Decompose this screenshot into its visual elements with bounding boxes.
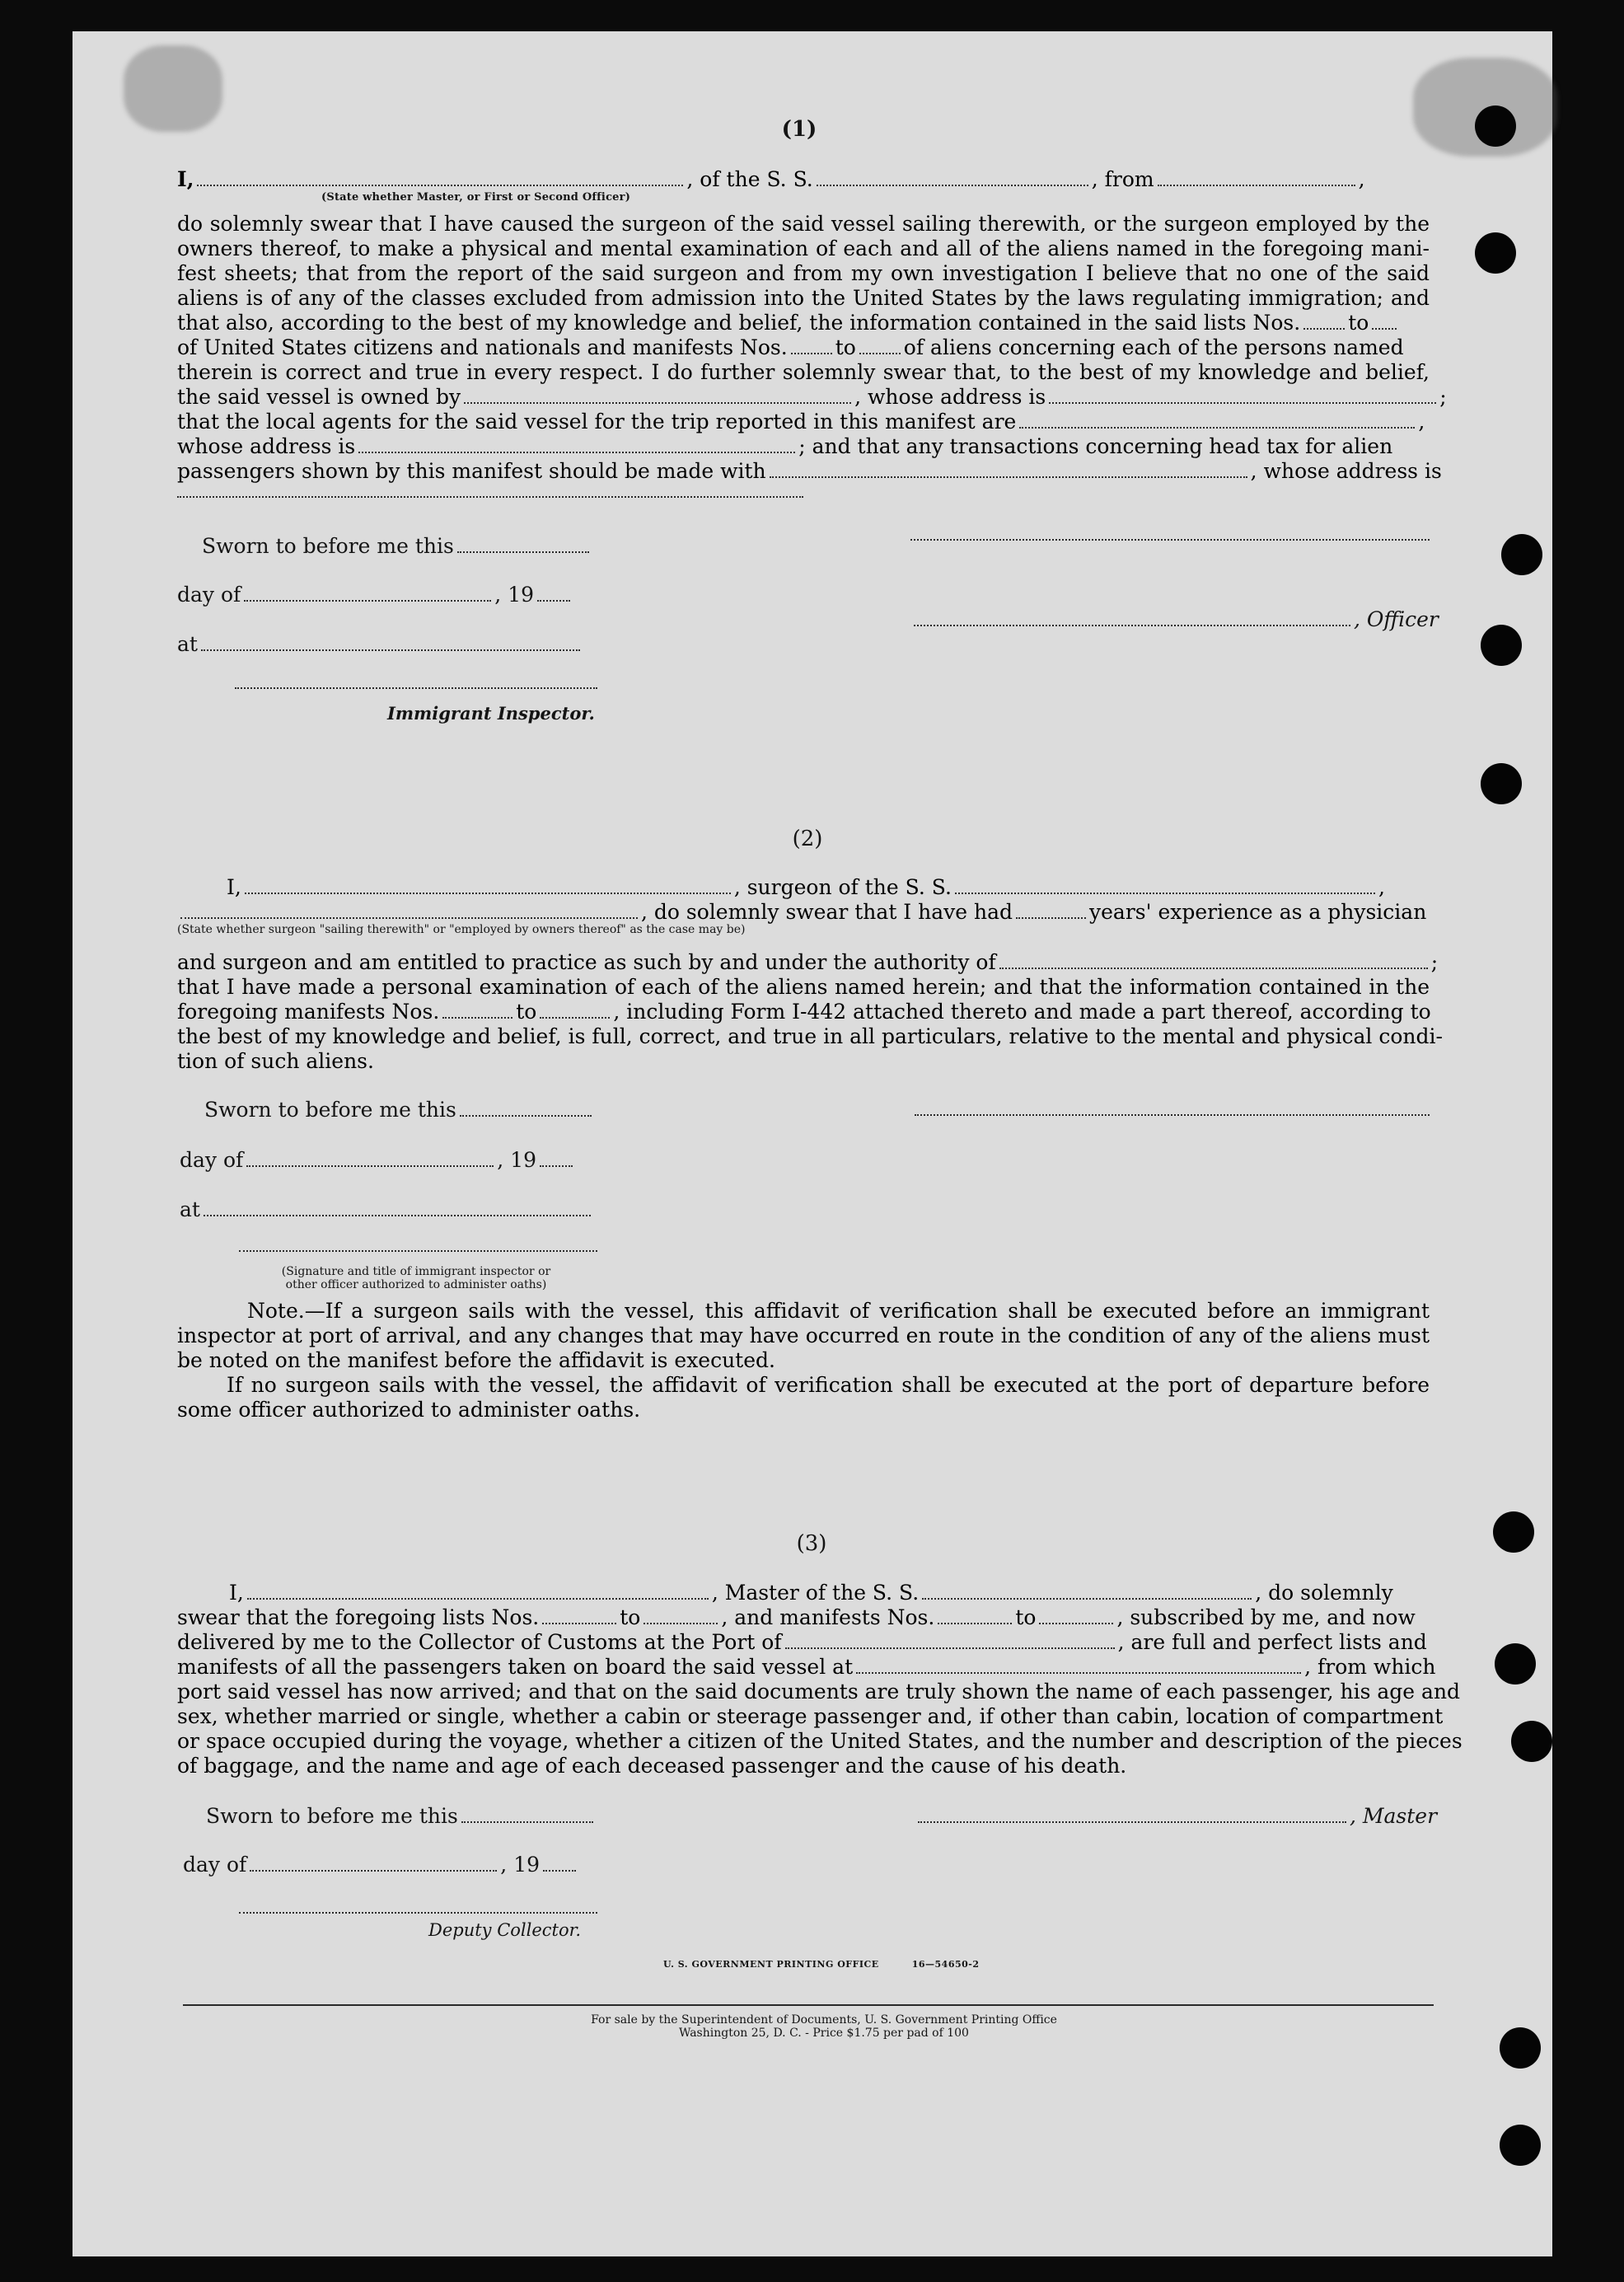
s3-sworn-label: Sworn to before me this	[206, 1804, 597, 1828]
gpo-imprint: U. S. GOVERNMENT PRINTING OFFICE 16—54650-2	[663, 1959, 980, 1970]
s2-official-signature-line	[239, 1249, 597, 1252]
s2-note-line: some officer authorized to administer oaths.	[177, 1398, 641, 1422]
s1-ss-label: , of the S. S.	[686, 167, 813, 191]
section-1-heading: (1)	[781, 117, 817, 142]
s1-para-line: that the local agents for the said vessel for the trip reported in this manifest are ,	[177, 410, 1425, 433]
s1-from-label: , from	[1091, 167, 1154, 191]
s1-comma: ,	[1358, 167, 1365, 191]
s1-inspector-caption: Immigrant Inspector.	[387, 703, 595, 724]
s2-line-2: , do solemnly swear that I have had years' experience as a physician	[177, 900, 1430, 925]
s1-para-line: whose address is ; and that any transactions concerning head tax for alien	[177, 434, 1393, 458]
punch-hole-icon	[1481, 625, 1522, 666]
s2-surgeon-note: (State whether surgeon "sailing therewith" or "employed by owners thereof" as the case may be)	[177, 923, 746, 936]
footer-rule	[183, 2004, 1434, 2006]
s2-para-line: foregoing manifests Nos. to , including Form I-442 attached thereto and made a part thereof, according to	[177, 1000, 1431, 1024]
s2-surgeon-signature-line	[915, 1113, 1430, 1116]
s1-para-line: therein is correct and true in every respect. I do further solemnly swear that, to the best of my knowledge and belief,	[177, 360, 1430, 384]
s1-sworn-label: Sworn to before me this	[202, 534, 592, 558]
punch-hole-icon	[1501, 534, 1542, 575]
s1-day-of: day of , 19	[177, 583, 573, 607]
s2-line-1: I, , surgeon of the S. S. ,	[227, 875, 1385, 899]
s2-signature-caption: (Signature and title of immigrant inspector or other officer authorized to administer oaths)	[281, 1265, 551, 1291]
s1-i: I,	[177, 167, 194, 191]
s1-para-line: owners thereof, to make a physical and mental examination of each and all of the aliens named in the foregoing mani-	[177, 237, 1430, 260]
s3-para-line: sex, whether married or single, whether a cabin or steerage passenger and, if other than cabin, location of compartment	[177, 1704, 1444, 1728]
s2-note-line: If no surgeon sails with the vessel, the affidavit of verification shall be executed at the port of departure before	[227, 1373, 1430, 1397]
s3-para-line: or space occupied during the voyage, whether a citizen of the United States, and the number and description of the pieces	[177, 1729, 1463, 1753]
section-3-heading: (3)	[796, 1531, 827, 1556]
s2-para-line: that I have made a personal examination of each of the aliens named herein; and that the information contained in the	[177, 975, 1430, 999]
s3-master-signature: , Master	[915, 1804, 1437, 1828]
s3-para-line: manifests of all the passengers taken on board the said vessel at , from which	[177, 1655, 1436, 1679]
s1-para-line: of United States citizens and nationals and manifests Nos. to of aliens concerning each of the persons named	[177, 335, 1404, 359]
s3-para-line: of baggage, and the name and age of each deceased passenger and the cause of his death.	[177, 1754, 1127, 1778]
s2-day-of: day of , 19	[180, 1148, 576, 1172]
s1-para-line: do solemnly swear that I have caused the surgeon of the said vessel sailing therewith, or the surgeon employed by the	[177, 212, 1430, 236]
s1-para-line: the said vessel is owned by , whose address is ;	[177, 385, 1447, 409]
s1-officer-title: , Officer	[910, 607, 1439, 631]
s3-deputy-signature-line	[239, 1910, 597, 1914]
s1-line-1	[177, 167, 1430, 192]
punch-hole-icon	[1493, 1511, 1534, 1553]
s2-note-line: inspector at port of arrival, and any changes that may have occurred en route in the condition of any of the aliens must	[177, 1324, 1430, 1347]
s3-deputy-caption: Deputy Collector.	[428, 1920, 582, 1940]
s1-officer-note: (State whether Master, or First or Second Officer)	[321, 191, 631, 204]
punch-hole-icon	[1475, 105, 1516, 147]
s3-para-line: port said vessel has now arrived; and that on the said documents are truly shown the name of each passenger, his age and	[177, 1680, 1461, 1703]
s1-address-line	[177, 494, 803, 498]
punch-hole-icon	[1500, 2027, 1541, 2069]
s1-para-line: aliens is of any of the classes excluded from admission into the United States by the laws regulating immigration; and	[177, 286, 1430, 310]
s2-para-line: and surgeon and am entitled to practice as such by and under the authority of ;	[177, 950, 1439, 974]
s3-day-of: day of , 19	[183, 1853, 579, 1877]
stamp-mark-left	[124, 45, 222, 132]
s3-line-1: I, , Master of the S. S. , do solemnly	[229, 1581, 1393, 1605]
s1-para-line: that also, according to the best of my knowledge and belief, the information contained in the said lists Nos. to	[177, 311, 1430, 335]
s2-note-line: be noted on the manifest before the affidavit is executed.	[177, 1348, 775, 1372]
s1-para-line: fest sheets; that from the report of the said surgeon and from my own investigation I believe that no one of the said	[177, 261, 1430, 285]
punch-hole-icon	[1481, 763, 1522, 804]
punch-hole-icon	[1500, 2125, 1541, 2166]
s2-para-line: the best of my knowledge and belief, is full, correct, and true in all particulars, relative to the mental and physical condi-	[177, 1024, 1443, 1048]
sale-notice: For sale by the Superintendent of Documents, U. S. Government Printing Office Washington 25, D. C. - Price $1.75 per pad of 100	[591, 2013, 1057, 2040]
s2-para-line: tion of such aliens.	[177, 1049, 374, 1073]
punch-hole-icon	[1511, 1721, 1552, 1762]
s2-note-line: Note.—If a surgeon sails with the vessel, this affidavit of verification shall be executed before an immigrant	[247, 1299, 1430, 1323]
s3-para-line: swear that the foregoing lists Nos. to , and manifests Nos. to , subscribed by me, and now	[177, 1605, 1416, 1629]
s1-para-line: passengers shown by this manifest should be made with , whose address is	[177, 459, 1442, 483]
s3-para-line: delivered by me to the Collector of Customs at the Port of , are full and perfect lists and	[177, 1630, 1427, 1654]
punch-hole-icon	[1475, 232, 1516, 274]
s1-officer-signature-line	[910, 537, 1430, 541]
s1-at: at	[177, 632, 583, 656]
s2-at: at	[180, 1197, 594, 1221]
section-2-heading: (2)	[792, 827, 823, 851]
s1-inspector-signature-line	[235, 686, 597, 689]
s2-sworn-label: Sworn to before me this	[204, 1098, 595, 1122]
punch-hole-icon	[1495, 1643, 1536, 1685]
